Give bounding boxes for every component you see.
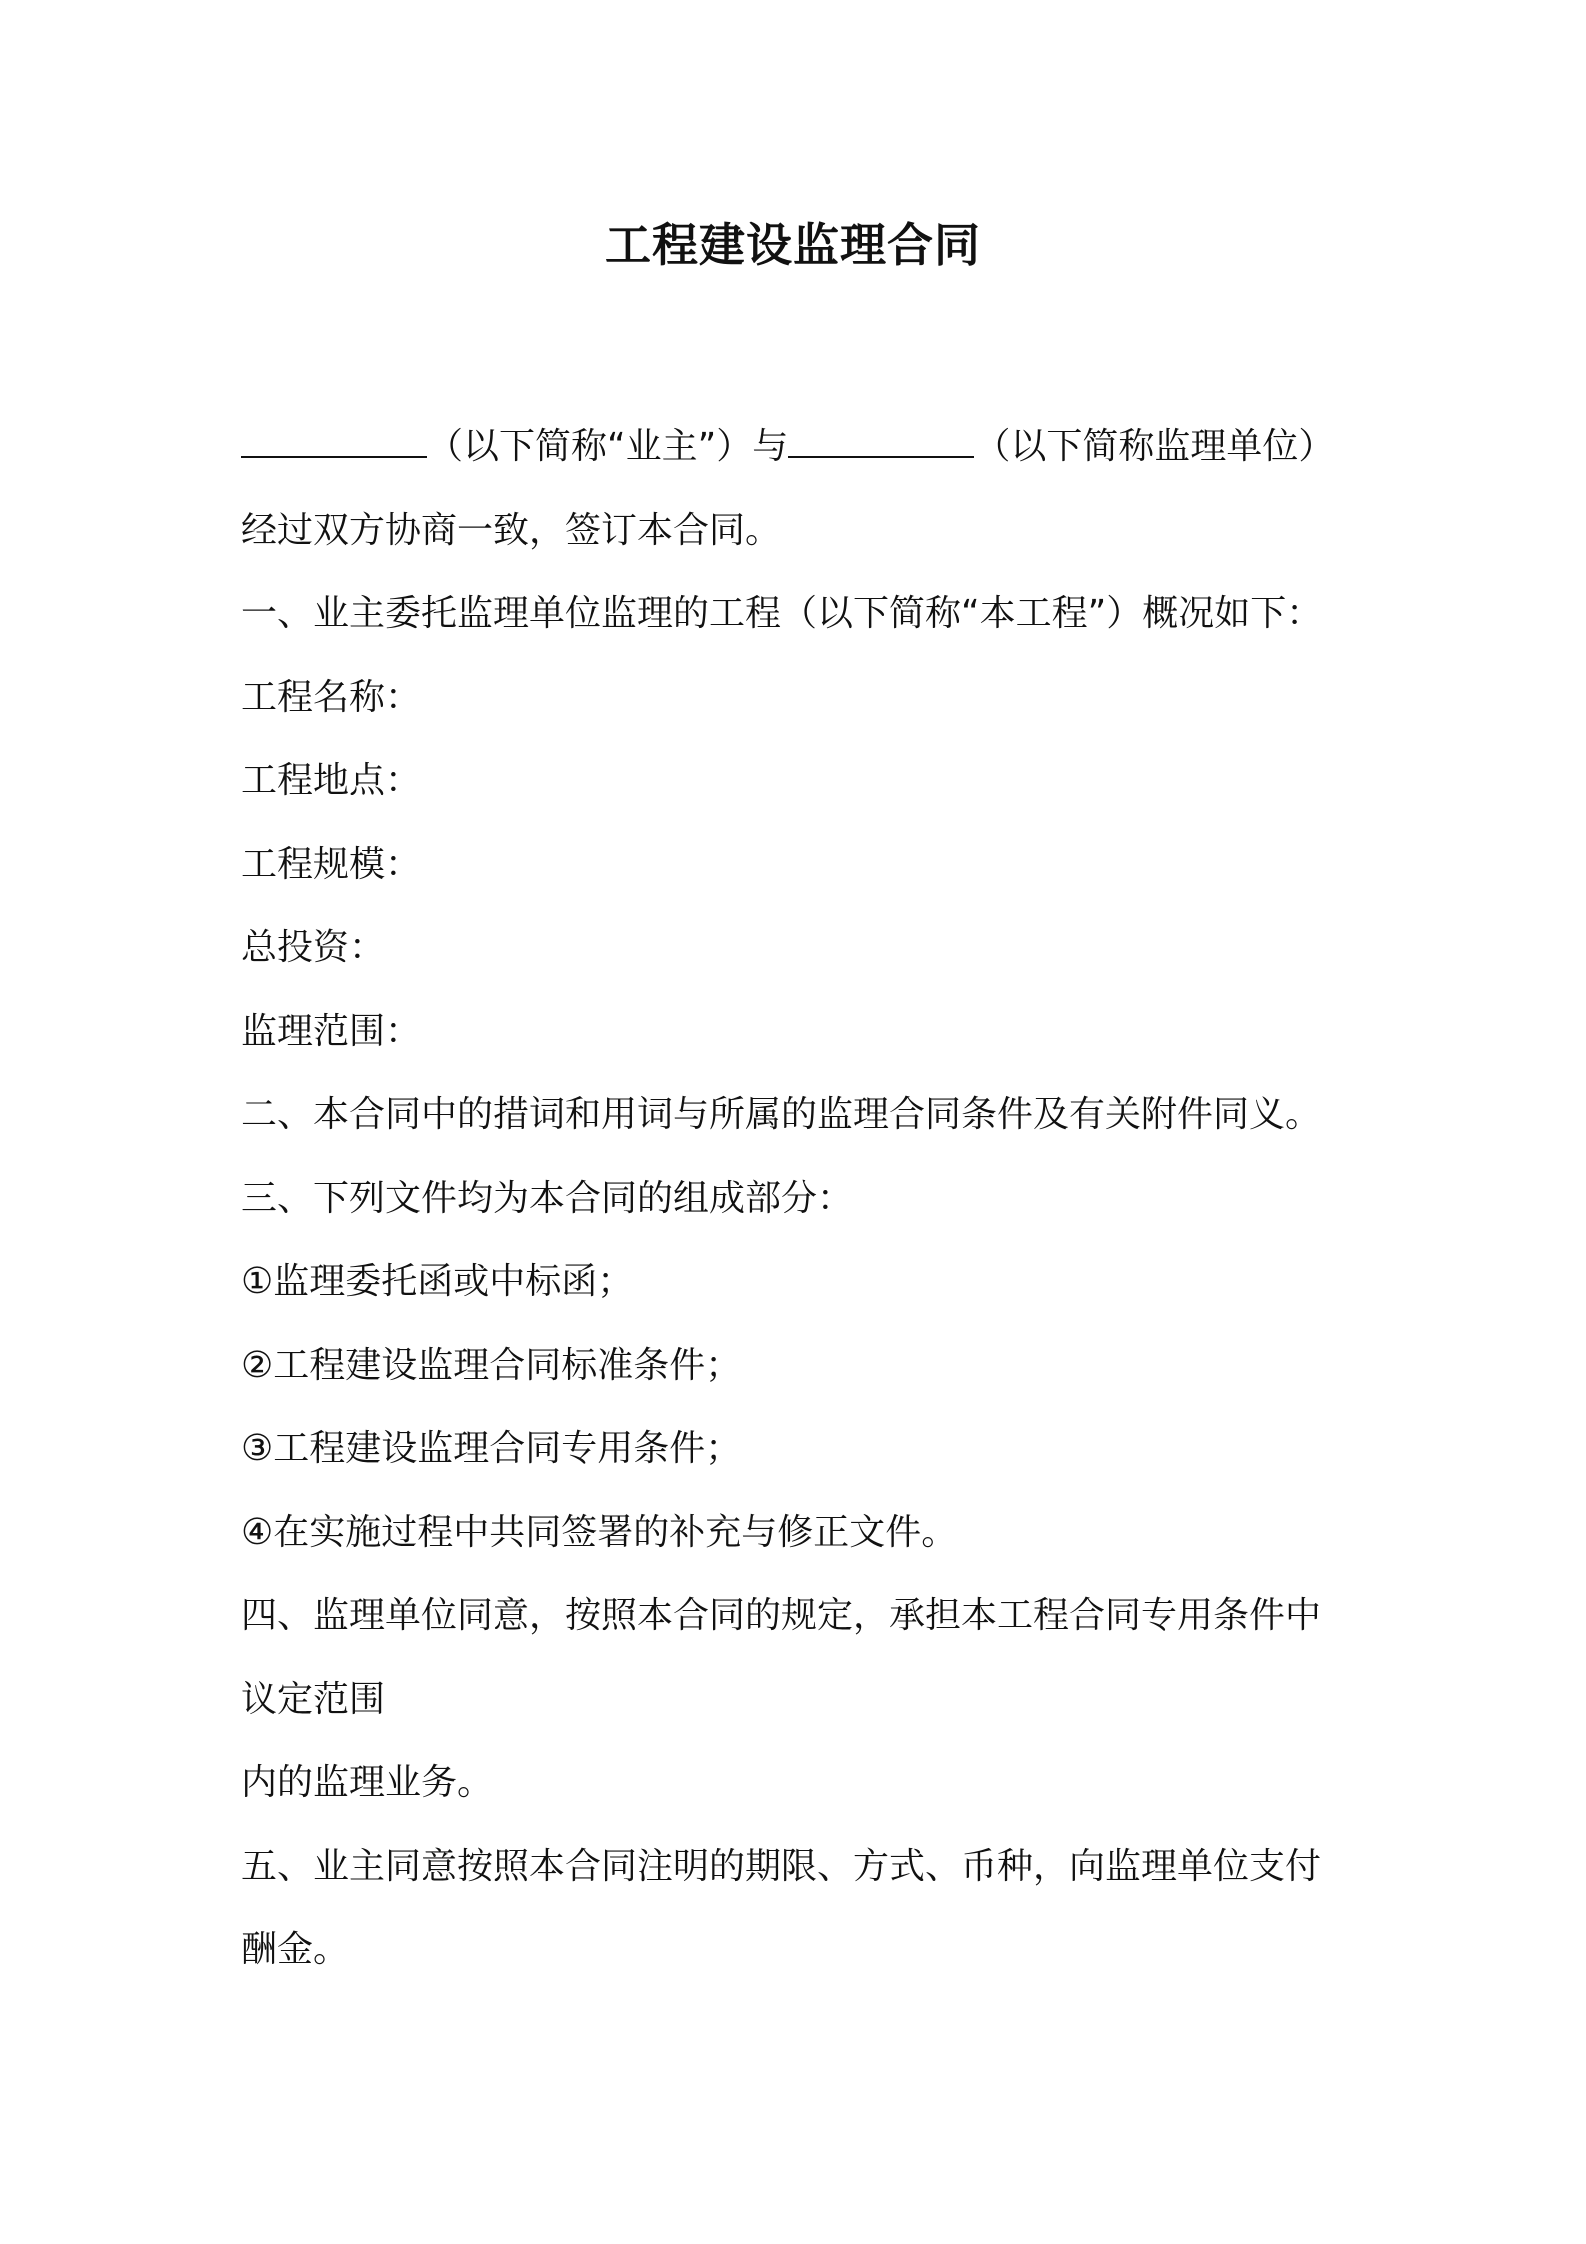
doc-item-2: ②工程建设监理合同标准条件； — [241, 1344, 742, 1386]
doc-item-3: ③工程建设监理合同专用条件； — [241, 1428, 742, 1469]
clause-5-line-2: 酬金。 — [241, 1929, 350, 1970]
document-title: 工程建设监理合同 — [605, 218, 981, 272]
clause-5-line-1: 五、业主同意按照本合同注明的期限、方式、币种，向监理单位支付 — [241, 1845, 1322, 1887]
project-location-label: 工程地点： — [241, 760, 422, 801]
clause-4-line-1: 四、监理单位同意，按照本合同的规定，承担本工程合同专用条件中 — [241, 1595, 1322, 1636]
doc-item-4: ④在实施过程中共同签署的补充与修正文件。 — [241, 1511, 958, 1553]
project-name-label: 工程名称： — [241, 676, 422, 718]
owner-name-blank[interactable] — [241, 426, 427, 458]
clause-4-line-2: 议定范围 — [241, 1678, 386, 1720]
clause-2: 二、本合同中的措词和用词与所属的监理合同条件及有关附件同义。 — [241, 1094, 1322, 1135]
intro-line-2: 经过双方协商一致，签订本合同。 — [241, 509, 782, 551]
document-body — [241, 405, 1371, 1992]
supervision-scope-label: 监理范围： — [241, 1010, 422, 1052]
total-investment-label: 总投资： — [241, 927, 386, 968]
doc-item-1: ①监理委托函或中标函； — [241, 1261, 634, 1302]
clause-4-line-3: 内的监理业务。 — [241, 1762, 494, 1803]
clause-3: 三、下列文件均为本合同的组成部分： — [241, 1177, 854, 1219]
project-scale-label: 工程规模： — [241, 843, 422, 885]
supervisor-name-blank[interactable] — [788, 426, 974, 458]
intro-part2: （以下简称监理单位） — [974, 426, 1335, 467]
clause-1: 一、业主委托监理单位监理的工程（以下简称“本工程”）概况如下： — [241, 593, 1323, 634]
intro-line — [241, 405, 1371, 489]
intro-part1: （以下简称“业主”）与 — [427, 426, 789, 467]
